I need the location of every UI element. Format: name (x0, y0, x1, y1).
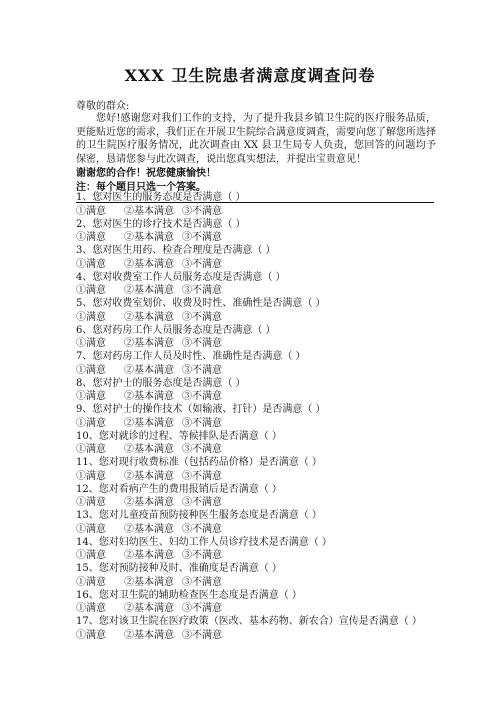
option-basically-satisfied[interactable]: ②基本满意 (124, 629, 174, 641)
question-item (76, 456, 436, 483)
option-dissatisfied[interactable]: ③不满意 (182, 603, 222, 614)
question-text: 1、您对医生的服务态度是否满意（ ） (76, 192, 246, 203)
answer-options (76, 629, 436, 642)
option-dissatisfied[interactable]: ③不满意 (182, 550, 222, 561)
question-text: 13、您对儿童疫苗预防接种医生服务态度是否满意（ ） (76, 510, 322, 521)
question-item (76, 350, 436, 377)
answer-options (76, 443, 436, 456)
answer-options (76, 602, 436, 615)
option-satisfied[interactable]: ①满意 (76, 417, 106, 429)
answer-options (76, 205, 436, 218)
intro-paragraph: 您好!感谢您对我们工作的支持，为了提升我县乡镇卫生院的医疗服务品质，更能贴近您的需求，我们正在开展卫生院综合满意度调查，需要向您了解您所选择的卫生院医疗服务情况，此次调查由 XX 县卫生局专人负责，您回答的问题均予保密，恳请您参与此次调查，说出您真实想法，并提出宝贵意见！ (76, 113, 436, 165)
option-basically-satisfied[interactable]: ②基本满意 (124, 603, 174, 614)
question-text: 10、您对就诊的过程、等候排队是否满意（ ） (76, 430, 282, 442)
option-dissatisfied[interactable]: ③不满意 (182, 523, 222, 535)
option-satisfied[interactable]: ①满意 (76, 629, 106, 641)
answer-options (76, 523, 436, 536)
option-satisfied[interactable]: ①满意 (76, 497, 106, 508)
question-item (76, 377, 436, 404)
question-item (76, 536, 436, 563)
question-item (76, 430, 436, 457)
answer-options (76, 311, 436, 324)
instruction-note: 注：每个题目只选一个答案。 (76, 182, 206, 193)
question-item (76, 297, 436, 324)
option-satisfied[interactable]: ①满意 (76, 311, 106, 323)
option-dissatisfied[interactable]: ③不满意 (182, 444, 222, 455)
option-satisfied[interactable]: ①满意 (76, 338, 106, 349)
option-dissatisfied[interactable]: ③不满意 (182, 338, 222, 349)
option-satisfied[interactable]: ①满意 (76, 550, 106, 561)
option-satisfied[interactable]: ①满意 (76, 603, 106, 614)
question-text: 8、您对护士的服务态度是否满意（ ） (76, 377, 246, 389)
question-text: 9、您对护士的操作技术（如输液、打针）是否满意（ ） (76, 404, 326, 415)
answer-options (76, 364, 436, 377)
option-dissatisfied[interactable]: ③不满意 (182, 497, 222, 508)
answer-options (76, 576, 436, 589)
salutation: 尊敬的群众: (76, 101, 130, 112)
option-satisfied[interactable]: ①满意 (76, 523, 106, 535)
option-dissatisfied[interactable]: ③不满意 (182, 311, 222, 323)
question-text: 6、您对药房工作人员服务态度是否满意（ ） (76, 324, 276, 336)
option-satisfied[interactable]: ①满意 (76, 576, 106, 588)
document-title: XXX 卫生院患者满意度调查问卷 (124, 66, 376, 85)
answer-options (76, 337, 436, 350)
option-dissatisfied[interactable]: ③不满意 (182, 258, 222, 270)
question-text: 17、您对该卫生院在医疗政策（医改、基本药物、新农合）宣传是否满意（ ） (76, 616, 422, 627)
question-item (76, 615, 436, 642)
option-dissatisfied[interactable]: ③不满意 (182, 417, 222, 429)
option-basically-satisfied[interactable]: ②基本满意 (124, 576, 174, 588)
answer-options (76, 231, 436, 244)
option-basically-satisfied[interactable]: ②基本满意 (124, 444, 174, 455)
option-basically-satisfied[interactable]: ②基本满意 (124, 550, 174, 561)
question-text: 16、您对卫生院的辅助检查医生态度是否满意（ ） (76, 589, 302, 601)
option-dissatisfied[interactable]: ③不满意 (182, 364, 222, 376)
question-item (76, 191, 436, 218)
option-basically-satisfied[interactable]: ②基本满意 (124, 338, 174, 349)
question-item (76, 509, 436, 536)
option-basically-satisfied[interactable]: ②基本满意 (124, 364, 174, 376)
question-item (76, 324, 436, 351)
question-item (76, 562, 436, 589)
option-basically-satisfied[interactable]: ②基本满意 (124, 417, 174, 429)
option-basically-satisfied[interactable]: ②基本满意 (124, 258, 174, 270)
question-text: 15、您对预防接种及时、准确度是否满意（ ） (76, 563, 282, 574)
question-item (76, 271, 436, 298)
option-satisfied[interactable]: ①满意 (76, 364, 106, 376)
option-satisfied[interactable]: ①满意 (76, 258, 106, 270)
thanks-line: 谢谢您的合作！祝您健康愉快！ (76, 168, 216, 179)
option-dissatisfied[interactable]: ③不满意 (182, 205, 222, 217)
option-basically-satisfied[interactable]: ②基本满意 (124, 311, 174, 323)
option-satisfied[interactable]: ①满意 (76, 470, 106, 482)
option-basically-satisfied[interactable]: ②基本满意 (124, 497, 174, 508)
option-satisfied[interactable]: ①满意 (76, 444, 106, 455)
option-satisfied[interactable]: ①满意 (76, 285, 106, 296)
answer-options (76, 284, 436, 297)
option-dissatisfied[interactable]: ③不满意 (182, 285, 222, 296)
question-item (76, 589, 436, 616)
question-item (76, 218, 436, 245)
option-dissatisfied[interactable]: ③不满意 (182, 470, 222, 482)
question-text: 14、您对妇幼医生、妇幼工作人员诊疗技术是否满意（ ） (76, 536, 332, 548)
question-item (76, 483, 436, 510)
question-text: 12、您对看病产生的费用报销后是否满意（ ） (76, 483, 282, 495)
option-basically-satisfied[interactable]: ②基本满意 (124, 285, 174, 296)
answer-options (76, 470, 436, 483)
answer-options (76, 390, 436, 403)
option-basically-satisfied[interactable]: ②基本满意 (124, 470, 174, 482)
option-dissatisfied[interactable]: ③不满意 (182, 391, 222, 402)
option-basically-satisfied[interactable]: ②基本满意 (124, 232, 174, 243)
answer-options (76, 549, 436, 562)
option-basically-satisfied[interactable]: ②基本满意 (124, 523, 174, 535)
question-text: 11、您对现行收费标准（包括药品价格）是否满意（ ） (76, 457, 322, 468)
answer-options (76, 417, 436, 430)
question-text: 7、您对药房工作人员及时性、准确性是否满意（ ） (76, 351, 306, 362)
answer-options (76, 496, 436, 509)
question-text: 5、您对收费室划价、收费及时性、准确性是否满意（ ） (76, 298, 326, 309)
option-satisfied[interactable]: ①满意 (76, 205, 106, 217)
option-dissatisfied[interactable]: ③不满意 (182, 232, 222, 243)
option-satisfied[interactable]: ①满意 (76, 232, 106, 243)
option-basically-satisfied[interactable]: ②基本满意 (124, 391, 174, 402)
question-text: 3、您对医生用药、检查合理度是否满意（ ） (76, 245, 276, 256)
option-basically-satisfied[interactable]: ②基本满意 (124, 205, 174, 217)
question-list (76, 191, 436, 642)
question-item (76, 244, 436, 271)
question-text: 4、您对收费室工作人员服务态度是否满意（ ） (76, 271, 286, 283)
option-satisfied[interactable]: ①满意 (76, 391, 106, 402)
answer-options (76, 258, 436, 271)
question-item (76, 403, 436, 430)
question-text: 2、您对医生的诊疗技术是否满意（ ） (76, 218, 246, 230)
option-dissatisfied[interactable]: ③不满意 (182, 629, 222, 641)
option-dissatisfied[interactable]: ③不满意 (182, 576, 222, 588)
